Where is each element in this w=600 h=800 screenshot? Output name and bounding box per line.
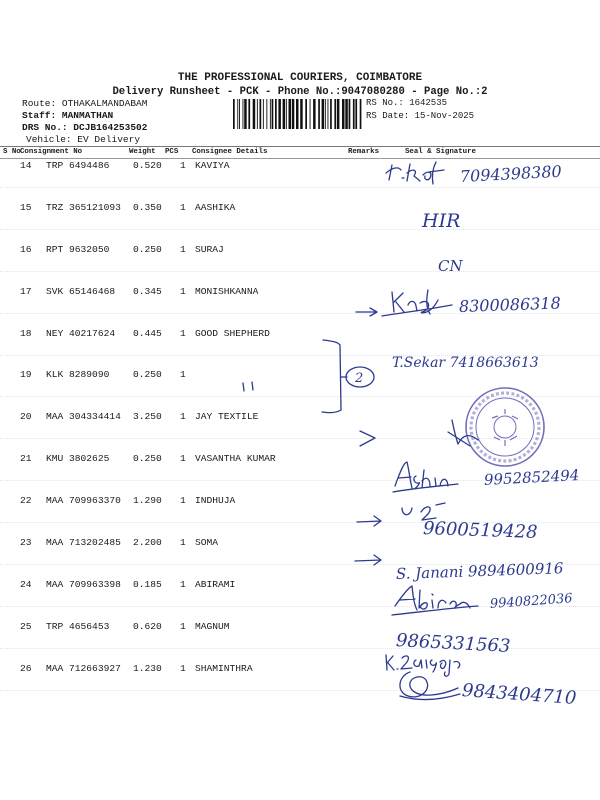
drs-number: DRS No.: DCJB164253502 <box>22 122 148 133</box>
consignment-number: MAA 712663927 <box>46 662 121 674</box>
consignment-number: RPT 9632050 <box>46 243 110 255</box>
weight-value: 0.445 <box>133 327 162 339</box>
vehicle-info: Vehicle: EV Delivery <box>26 134 141 145</box>
handwritten-note: HIR <box>422 210 461 232</box>
handwritten-phone-number: 7094398380 <box>459 161 563 186</box>
consignee-name: JAY TEXTILE <box>195 411 259 423</box>
arrow-mark <box>357 516 381 526</box>
handwritten-phone-number: 8300086318 <box>458 293 562 316</box>
column-header-consignee-details: Consignee Details <box>192 148 268 156</box>
stamp-inner-marks <box>492 409 518 446</box>
consignee-name: SHAMINTHRA <box>195 662 253 674</box>
column-header-remarks: Remarks <box>348 148 380 156</box>
weight-value: 0.345 <box>133 285 162 297</box>
pieces-count: 1 <box>180 285 186 297</box>
weight-value: 3.250 <box>133 411 162 423</box>
signature-scribble <box>386 655 460 676</box>
consignee-name: INDHUJA <box>195 495 236 507</box>
consignee-name: GOOD SHEPHERD <box>195 327 270 339</box>
consignment-number: TRP 6494486 <box>46 160 110 171</box>
weight-value: 0.250 <box>133 243 162 255</box>
consignee-name: KAVIYA <box>195 160 230 171</box>
serial-number: 15 <box>20 201 32 213</box>
column-header-pcs: PCS <box>165 148 179 156</box>
signature-scribble <box>448 420 478 446</box>
consignment-number: MAA 709963370 <box>46 495 121 507</box>
company-title: THE PROFESSIONAL COURIERS, COIMBATORE <box>177 72 423 84</box>
handwritten-name-phone: S. Janani 9894600916 <box>395 559 564 583</box>
consignment-number: MAA 709963398 <box>46 578 121 590</box>
serial-number: 20 <box>20 411 32 423</box>
stamp-outer-ring <box>466 388 544 466</box>
weight-value: 0.250 <box>133 453 162 465</box>
signature-scribble <box>393 462 458 492</box>
handwritten-phone-number: 9843404710 <box>461 680 578 709</box>
pieces-count: 1 <box>180 411 186 423</box>
consignee-name: MAGNUM <box>195 620 230 632</box>
serial-number: 23 <box>20 537 32 549</box>
consignment-number: MAA 304334414 <box>46 411 121 423</box>
weight-value: 0.250 <box>133 369 162 381</box>
column-header-consignment-no: Consignment No <box>20 148 83 156</box>
handwritten-phone-number: 9940822036 <box>489 591 574 612</box>
consignee-name: VASANTHA KUMAR <box>195 453 276 465</box>
consignment-number: SVK 65146468 <box>46 285 116 297</box>
signature-scribble <box>386 162 444 184</box>
column-header-weight: Weight <box>129 148 156 156</box>
pieces-count: 1 <box>180 243 186 255</box>
pieces-count: 1 <box>180 662 186 674</box>
consignment-number: NEY 40217624 <box>46 327 116 339</box>
weight-value: 0.350 <box>133 201 162 213</box>
bracket-mark <box>322 340 347 413</box>
arrow-mark <box>356 308 377 316</box>
handwritten-phone-number: 9952852494 <box>483 466 580 489</box>
weight-value: 1.290 <box>133 495 162 507</box>
serial-number: 14 <box>20 160 32 171</box>
consignee-name: SOMA <box>195 537 219 549</box>
staff-info: Staff: MANMATHAN <box>22 110 114 121</box>
consignment-number: TRZ 365121093 <box>46 201 121 213</box>
serial-number: 17 <box>20 285 32 297</box>
route-info: Route: OTHAKALMANDABAM <box>22 98 148 109</box>
pieces-count: 1 <box>180 160 186 171</box>
serial-number: 18 <box>20 327 32 339</box>
weight-value: 0.520 <box>133 160 162 171</box>
serial-number: 21 <box>20 453 32 465</box>
consignee-name: MONISHKANNA <box>195 285 259 297</box>
pieces-count: 1 <box>180 201 186 213</box>
serial-number: 24 <box>20 578 32 590</box>
circled-count: 2 <box>355 371 364 386</box>
company-stamp <box>466 388 544 466</box>
stamp-inner-ring <box>476 398 534 456</box>
consignment-number: MAA 713202485 <box>46 537 121 549</box>
pieces-count: 1 <box>180 620 186 632</box>
handwritten-phone-number: 9865331563 <box>395 630 511 657</box>
serial-number: 16 <box>20 243 32 255</box>
signature-scribble <box>382 290 452 316</box>
consignment-number: KLK 8289090 <box>46 369 110 381</box>
serial-number: 19 <box>20 369 32 381</box>
arrow-mark <box>355 555 381 565</box>
handwritten-name-phone: T.Sekar 7418663613 <box>392 355 539 371</box>
handwritten-phone-number: 9600519428 <box>422 518 538 543</box>
pieces-count: 1 <box>180 453 186 465</box>
stamp-center <box>494 416 516 438</box>
serial-number: 22 <box>20 495 32 507</box>
handwritten-note: CN <box>438 257 463 275</box>
consignment-number: KMU 3802625 <box>46 453 110 465</box>
column-header-seal-signature: Seal & Signature <box>405 148 476 156</box>
weight-value: 0.185 <box>133 578 162 590</box>
stamp-lettering-ring <box>471 393 539 461</box>
pieces-count: 1 <box>180 327 186 339</box>
pieces-count: 1 <box>180 369 186 381</box>
weight-value: 2.200 <box>133 537 162 549</box>
runsheet-subtitle: Delivery Runsheet - PCK - Phone No.:9047080280 - Page No.:2 <box>112 86 488 98</box>
consignee-name: SURAJ <box>195 243 224 255</box>
weight-value: 0.620 <box>133 620 162 632</box>
tick-mark <box>243 382 253 391</box>
arrow-mark <box>360 431 375 446</box>
consignee-name: ABIRAMI <box>195 578 236 590</box>
pieces-count: 1 <box>180 578 186 590</box>
consignee-name: AASHIKA <box>195 201 236 213</box>
consignment-number: TRP 4656453 <box>46 620 110 632</box>
column-header-s-no: S No <box>3 148 21 156</box>
rs-number: RS No.: 1642535 <box>366 98 448 108</box>
serial-number: 25 <box>20 620 32 632</box>
pieces-count: 1 <box>180 537 186 549</box>
signature-loop-scribble <box>400 672 460 700</box>
serial-number: 26 <box>20 662 32 674</box>
pieces-count: 1 <box>180 495 186 507</box>
signature-scribble <box>392 586 478 615</box>
weight-value: 1.230 <box>133 662 162 674</box>
rs-date: RS Date: 15-Nov-2025 <box>366 111 475 121</box>
